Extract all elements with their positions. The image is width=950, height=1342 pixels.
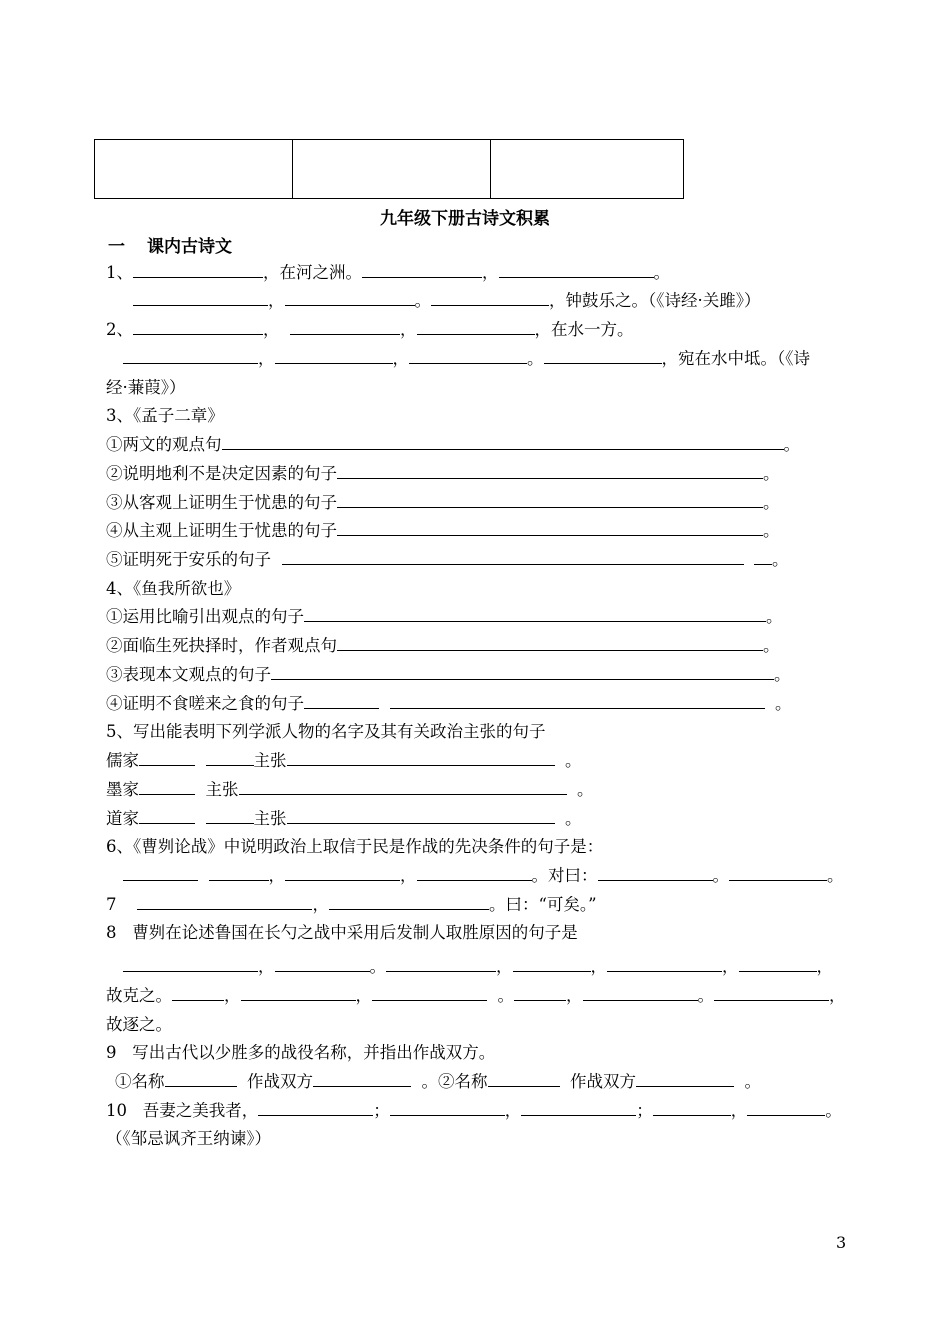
- fill-in-blank[interactable]: [271, 664, 774, 680]
- line-text: ，: [816, 957, 833, 976]
- fill-in-blank[interactable]: [287, 750, 555, 766]
- fill-in-blank[interactable]: [372, 985, 487, 1001]
- line-text: ③表现本文观点的句子: [106, 665, 271, 684]
- line-text: 。②名称: [411, 1072, 488, 1091]
- line-text: ，: [496, 957, 513, 976]
- line-text: ④证明不食嗟来之食的句子: [106, 694, 304, 713]
- line-text: 。对曰：: [531, 866, 598, 885]
- fill-in-blank[interactable]: [513, 956, 591, 972]
- line-text: 。: [566, 780, 594, 799]
- fill-in-blank[interactable]: [329, 894, 489, 910]
- line-text: [198, 866, 209, 885]
- line-text: ，钟鼓乐之。（《诗经·关雎》）: [549, 291, 761, 310]
- line-text: 。: [766, 607, 783, 626]
- fill-in-blank[interactable]: [222, 434, 784, 450]
- exercise-line: [106, 836, 603, 858]
- line-text: 。: [772, 550, 789, 569]
- fill-in-blank[interactable]: [285, 865, 400, 881]
- line-text: 。: [527, 349, 544, 368]
- exercise-line: [106, 808, 582, 830]
- line-text: ；: [373, 1101, 390, 1120]
- fill-in-blank[interactable]: [239, 779, 567, 795]
- fill-in-blank[interactable]: [714, 985, 829, 1001]
- line-text: 。: [712, 866, 729, 885]
- exercise-line: [106, 750, 582, 772]
- line-text: ，: [566, 986, 583, 1005]
- line-text: 。: [414, 291, 431, 310]
- line-text: ，: [258, 957, 275, 976]
- line-text: 。: [554, 751, 582, 770]
- exercise-line: [106, 377, 186, 399]
- exercise-line: [106, 1014, 172, 1036]
- fill-in-blank[interactable]: [729, 865, 827, 881]
- line-text: （《邹忌讽齐王纳谏》）: [106, 1129, 271, 1148]
- line-text: 儒家: [106, 751, 139, 770]
- fill-in-blank[interactable]: [285, 290, 415, 306]
- line-text: ⑤证明死于安乐的句子: [106, 550, 282, 569]
- fill-in-blank[interactable]: [172, 985, 224, 1001]
- line-text: ，: [400, 320, 417, 339]
- exercise-line: [133, 290, 761, 312]
- line-text: ，: [722, 957, 739, 976]
- line-text: ，: [263, 320, 290, 339]
- line-text: ②面临生死抉择时，作者观点句: [106, 636, 337, 655]
- line-text: ，: [312, 895, 329, 914]
- line-text: ，: [730, 1101, 748, 1120]
- line-text: ②说明地利不是决定因素的句子: [106, 464, 337, 483]
- line-text: 8 曹刿在论述鲁国在长勺之战中采用后发制人取胜原因的句子是: [106, 923, 578, 942]
- section-heading: [108, 232, 232, 257]
- fill-in-blank[interactable]: [258, 1100, 373, 1116]
- line-text: 5、写出能表明下列学派人物的名字及其有关政治主张的句子: [106, 722, 546, 741]
- exercise-line: [106, 693, 792, 715]
- header-table: [94, 139, 684, 199]
- fill-in-blank[interactable]: [747, 1100, 825, 1116]
- line-text: 。: [734, 1072, 761, 1091]
- fill-in-blank[interactable]: [241, 985, 356, 1001]
- fill-in-blank[interactable]: [754, 549, 772, 565]
- section-label: 课内古诗文: [147, 237, 232, 257]
- line-text: 主张: [253, 751, 287, 770]
- line-text: 。: [825, 1101, 842, 1120]
- exercise-line: [106, 492, 780, 514]
- fill-in-blank[interactable]: [123, 865, 198, 881]
- fill-in-blank[interactable]: [139, 779, 195, 795]
- fill-in-blank[interactable]: [206, 808, 254, 824]
- line-text: 。: [554, 809, 582, 828]
- exercise-line: [106, 894, 597, 916]
- fill-in-blank[interactable]: [139, 750, 195, 766]
- line-text: 作战双方: [559, 1072, 636, 1091]
- exercise-line: [106, 578, 240, 600]
- fill-in-blank[interactable]: [137, 894, 312, 910]
- exercise-line: [106, 664, 791, 686]
- exercise-line: [123, 348, 810, 370]
- exercise-line: [106, 606, 783, 628]
- fill-in-blank[interactable]: [133, 319, 263, 335]
- exercise-line: [123, 865, 844, 887]
- line-text: ，: [590, 957, 607, 976]
- fill-in-blank[interactable]: [275, 348, 393, 364]
- line-text: ；: [636, 1101, 653, 1120]
- fill-in-blank[interactable]: [133, 262, 263, 278]
- line-text: ，在水一方。: [534, 320, 634, 339]
- line-text: 2、: [106, 320, 133, 339]
- line-text: 。: [763, 521, 780, 540]
- line-text: 3、《孟子二章》: [106, 406, 224, 425]
- exercise-line: [106, 520, 780, 542]
- line-text: 。: [763, 636, 780, 655]
- line-text: 。: [764, 694, 792, 713]
- section-number: 一: [108, 237, 125, 257]
- line-text: 。: [783, 435, 800, 454]
- header-cell-2: [293, 140, 491, 199]
- fill-in-blank[interactable]: [337, 463, 763, 479]
- fill-in-blank[interactable]: [514, 985, 566, 1001]
- line-text: 。: [487, 986, 514, 1005]
- fill-in-blank[interactable]: [313, 1071, 411, 1087]
- fill-in-blank[interactable]: [417, 319, 535, 335]
- fill-in-blank[interactable]: [282, 549, 744, 565]
- fill-in-blank[interactable]: [521, 1100, 636, 1116]
- line-text: ，: [400, 866, 417, 885]
- header-cell-3: [491, 140, 684, 199]
- line-text: 。: [763, 464, 780, 483]
- exercise-line: [106, 463, 780, 485]
- line-text: 故逐之。: [106, 1015, 172, 1034]
- exercise-line: [106, 1042, 495, 1064]
- line-text: ，: [392, 349, 409, 368]
- page-title: 九年级下册古诗文积累: [380, 209, 550, 229]
- line-text: 故克之。: [106, 986, 172, 1005]
- exercise-line: [106, 262, 670, 284]
- line-text: 墨家: [106, 780, 139, 799]
- fill-in-blank[interactable]: [607, 956, 722, 972]
- fill-in-blank[interactable]: [544, 348, 662, 364]
- exercise-line: [106, 405, 224, 427]
- line-text: ，: [258, 349, 275, 368]
- fill-in-blank[interactable]: [409, 348, 527, 364]
- fill-in-blank[interactable]: [133, 290, 268, 306]
- line-text: 经·蒹葭》）: [106, 378, 186, 397]
- line-text: 9 写出古代以少胜多的战役名称，并指出作战双方。: [106, 1043, 496, 1062]
- line-text: [195, 751, 206, 770]
- exercise-line: [106, 434, 800, 456]
- line-text: 1、: [106, 263, 133, 282]
- line-text: ，: [268, 866, 285, 885]
- line-text: 6、《曹刿论战》中说明政治上取信于民是作战的先决条件的句子是：: [106, 837, 604, 856]
- fill-in-blank[interactable]: [287, 808, 555, 824]
- exercise-line: [106, 549, 789, 571]
- line-text: [744, 550, 755, 569]
- fill-in-blank[interactable]: [362, 262, 482, 278]
- fill-in-blank[interactable]: [209, 865, 269, 881]
- fill-in-blank[interactable]: [304, 606, 766, 622]
- line-text: 主张: [195, 780, 239, 799]
- line-text: 。曰：“可矣。”: [488, 895, 597, 914]
- line-text: ，: [829, 986, 846, 1005]
- line-text: 。: [369, 957, 386, 976]
- fill-in-blank[interactable]: [275, 956, 370, 972]
- line-text: 主张: [253, 809, 287, 828]
- fill-in-blank[interactable]: [165, 1071, 237, 1087]
- exercise-line: [106, 635, 780, 657]
- header-cell-1: [95, 140, 293, 199]
- line-text: 道家: [106, 809, 139, 828]
- fill-in-blank[interactable]: [139, 808, 195, 824]
- line-text: 10 吾妻之美我者，: [106, 1101, 259, 1120]
- fill-in-blank[interactable]: [390, 693, 765, 709]
- line-text: ，: [224, 986, 241, 1005]
- exercise-line: [106, 922, 578, 944]
- line-text: ，宛在水中坻。（《诗: [661, 349, 810, 368]
- line-text: ①两文的观点句: [106, 435, 222, 454]
- exercise-line: [106, 779, 594, 801]
- fill-in-blank[interactable]: [304, 693, 379, 709]
- fill-in-blank[interactable]: [598, 865, 713, 881]
- exercise-line: [106, 1128, 271, 1150]
- fill-in-blank[interactable]: [653, 1100, 731, 1116]
- line-text: 作战双方: [236, 1072, 313, 1091]
- fill-in-blank[interactable]: [417, 865, 532, 881]
- line-text: 7: [106, 895, 138, 914]
- line-text: [379, 694, 390, 713]
- fill-in-blank[interactable]: [337, 635, 763, 651]
- fill-in-blank[interactable]: [337, 492, 763, 508]
- exercise-line: [106, 319, 634, 341]
- line-text: ，: [355, 986, 372, 1005]
- fill-in-blank[interactable]: [337, 520, 763, 536]
- line-text: 。: [763, 493, 780, 512]
- fill-in-blank[interactable]: [739, 956, 817, 972]
- exercise-line: [106, 985, 846, 1007]
- exercise-line: [123, 956, 833, 978]
- line-text: ④从主观上证明生于忧患的句子: [106, 521, 337, 540]
- fill-in-blank[interactable]: [636, 1071, 734, 1087]
- exercise-line: [106, 1100, 842, 1122]
- fill-in-blank[interactable]: [583, 985, 698, 1001]
- line-text: 。: [827, 866, 844, 885]
- fill-in-blank[interactable]: [488, 1071, 560, 1087]
- line-text: 。: [653, 263, 670, 282]
- line-text: 。: [697, 986, 714, 1005]
- fill-in-blank[interactable]: [206, 750, 254, 766]
- fill-in-blank[interactable]: [390, 1100, 505, 1116]
- fill-in-blank[interactable]: [290, 319, 400, 335]
- line-text: ，: [268, 291, 285, 310]
- page-number: 3: [836, 1233, 847, 1252]
- line-text: [195, 809, 206, 828]
- line-text: ，: [482, 263, 499, 282]
- line-text: ①运用比喻引出观点的句子: [106, 607, 304, 626]
- line-text: ①名称: [115, 1072, 165, 1091]
- line-text: ，: [504, 1101, 522, 1120]
- fill-in-blank[interactable]: [499, 262, 654, 278]
- line-text: 4、《鱼我所欲也》: [106, 579, 241, 598]
- exercise-line: [115, 1071, 761, 1093]
- fill-in-blank[interactable]: [431, 290, 549, 306]
- fill-in-blank[interactable]: [123, 956, 258, 972]
- line-text: 。: [774, 665, 791, 684]
- line-text: ，在河之洲。: [263, 263, 362, 282]
- fill-in-blank[interactable]: [123, 348, 258, 364]
- line-text: ③从客观上证明生于忧患的句子: [106, 493, 337, 512]
- exercise-line: [106, 721, 546, 743]
- fill-in-blank[interactable]: [386, 956, 496, 972]
